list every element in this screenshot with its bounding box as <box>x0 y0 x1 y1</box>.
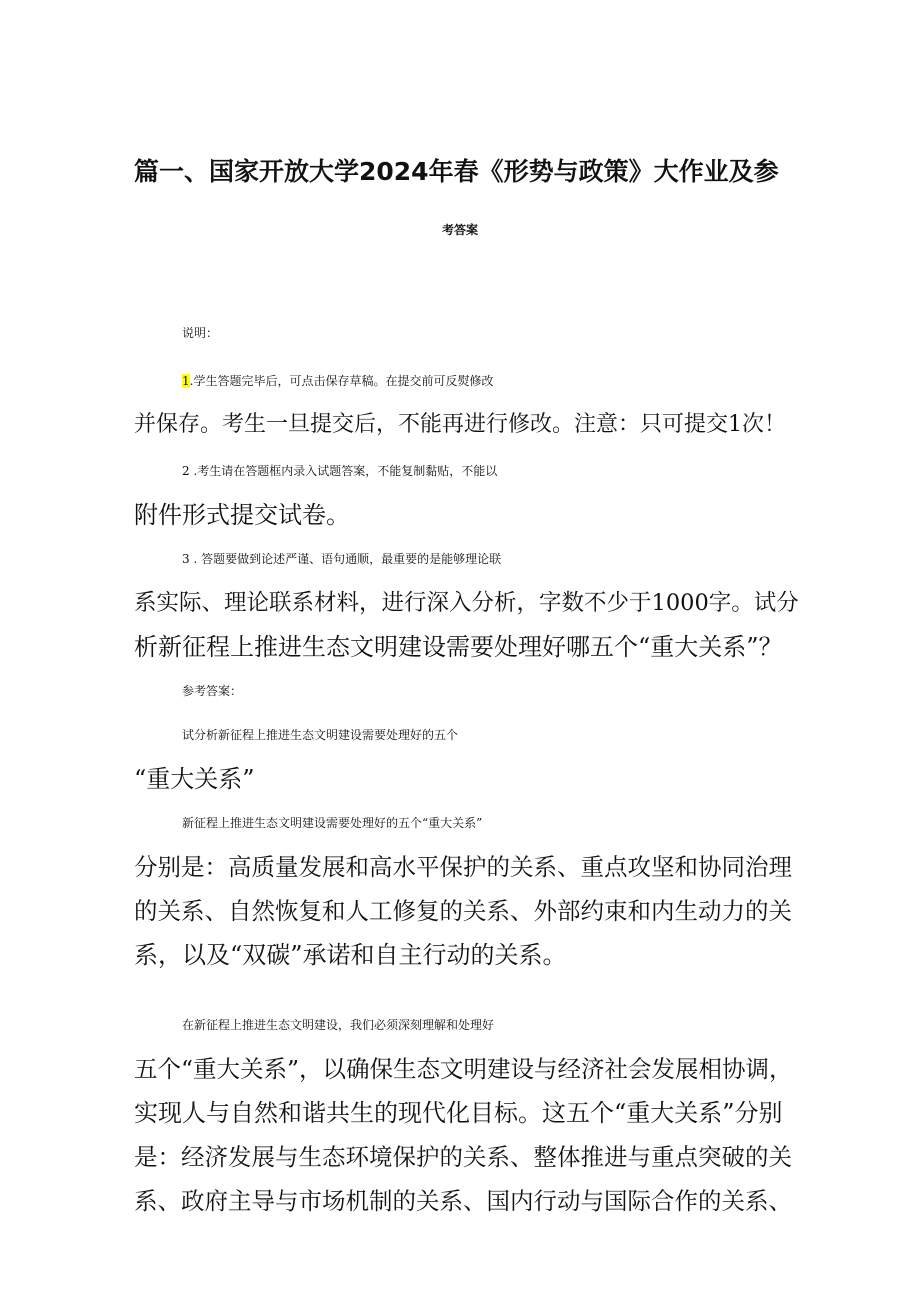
answer-subtitle-line-1: 试分析新征程上推进生态文明建设需要处理好的五个 <box>182 728 459 742</box>
instruction-item-2-line-1: 2 .考生请在答题框内录入试题答案，不能复制黏贴，不能以 <box>182 464 498 478</box>
document-title-line-1: 篇一、国家开放大学2024年春《形势与政策》大作业及参 <box>134 157 779 186</box>
paragraph-1-line-1: 新征程上推进生态文明建设需要处理好的五个“重大关系” <box>182 816 483 830</box>
paragraph-1-line-4: 系，以及“双碳”承诺和自主行动的关系。 <box>134 941 567 969</box>
paragraph-2-line-1: 在新征程上推进生态文明建设，我们必须深刻理解和处理好 <box>182 1018 495 1032</box>
instruction-item-1-text: .学生答题完毕后，可点击保存草稿。在提交前可反熨修改 <box>189 374 494 388</box>
document-title-line-2: 考答案 <box>441 223 478 237</box>
paragraph-1-line-2: 分别是：高质量发展和高水平保护的关系、重点攻坚和协同治理 <box>134 853 792 881</box>
instruction-item-3-line-1: 3 . 答题要做到论述严谨、语句通顺，最重要的是能够理论联 <box>182 552 502 566</box>
instruction-item-1-line-2: 并保存。考生一旦提交后，不能再进行修改。注意：只可提交1次！ <box>134 412 786 437</box>
paragraph-2-line-2: 五个“重大关系”，以确保生态文明建设与经济社会发展相协调， <box>134 1055 793 1083</box>
instruction-item-3-line-2: 系实际、理论联系材料，进行深入分析，字数不少于1000字。试分 <box>134 590 799 616</box>
answer-subtitle-line-2: “重大关系” <box>134 765 255 793</box>
instruction-item-1-line-1 <box>182 366 842 396</box>
highlighted-number: 1 <box>182 374 190 388</box>
instruction-item-2-line-2: 附件形式提交试卷。 <box>134 501 350 529</box>
answer-heading: 参考答案： <box>182 684 243 698</box>
paragraph-2-line-3: 实现人与自然和谐共生的现代化目标。这五个“重大关系”分别 <box>134 1099 783 1127</box>
instruction-item-3-line-3: 析新征程上推进生态文明建设需要处理好哪五个“重大关系”？ <box>134 633 783 661</box>
instructions-heading: 说明： <box>182 326 219 340</box>
paragraph-2-line-5: 系、政府主导与市场机制的关系、国内行动与国际合作的关系、 <box>134 1187 792 1215</box>
paragraph-1-line-3: 的关系、自然恢复和人工修复的关系、外部约束和内生动力的关 <box>134 897 792 925</box>
paragraph-2-line-4: 是：经济发展与生态环境保护的关系、整体推进与重点突破的关 <box>134 1143 792 1171</box>
